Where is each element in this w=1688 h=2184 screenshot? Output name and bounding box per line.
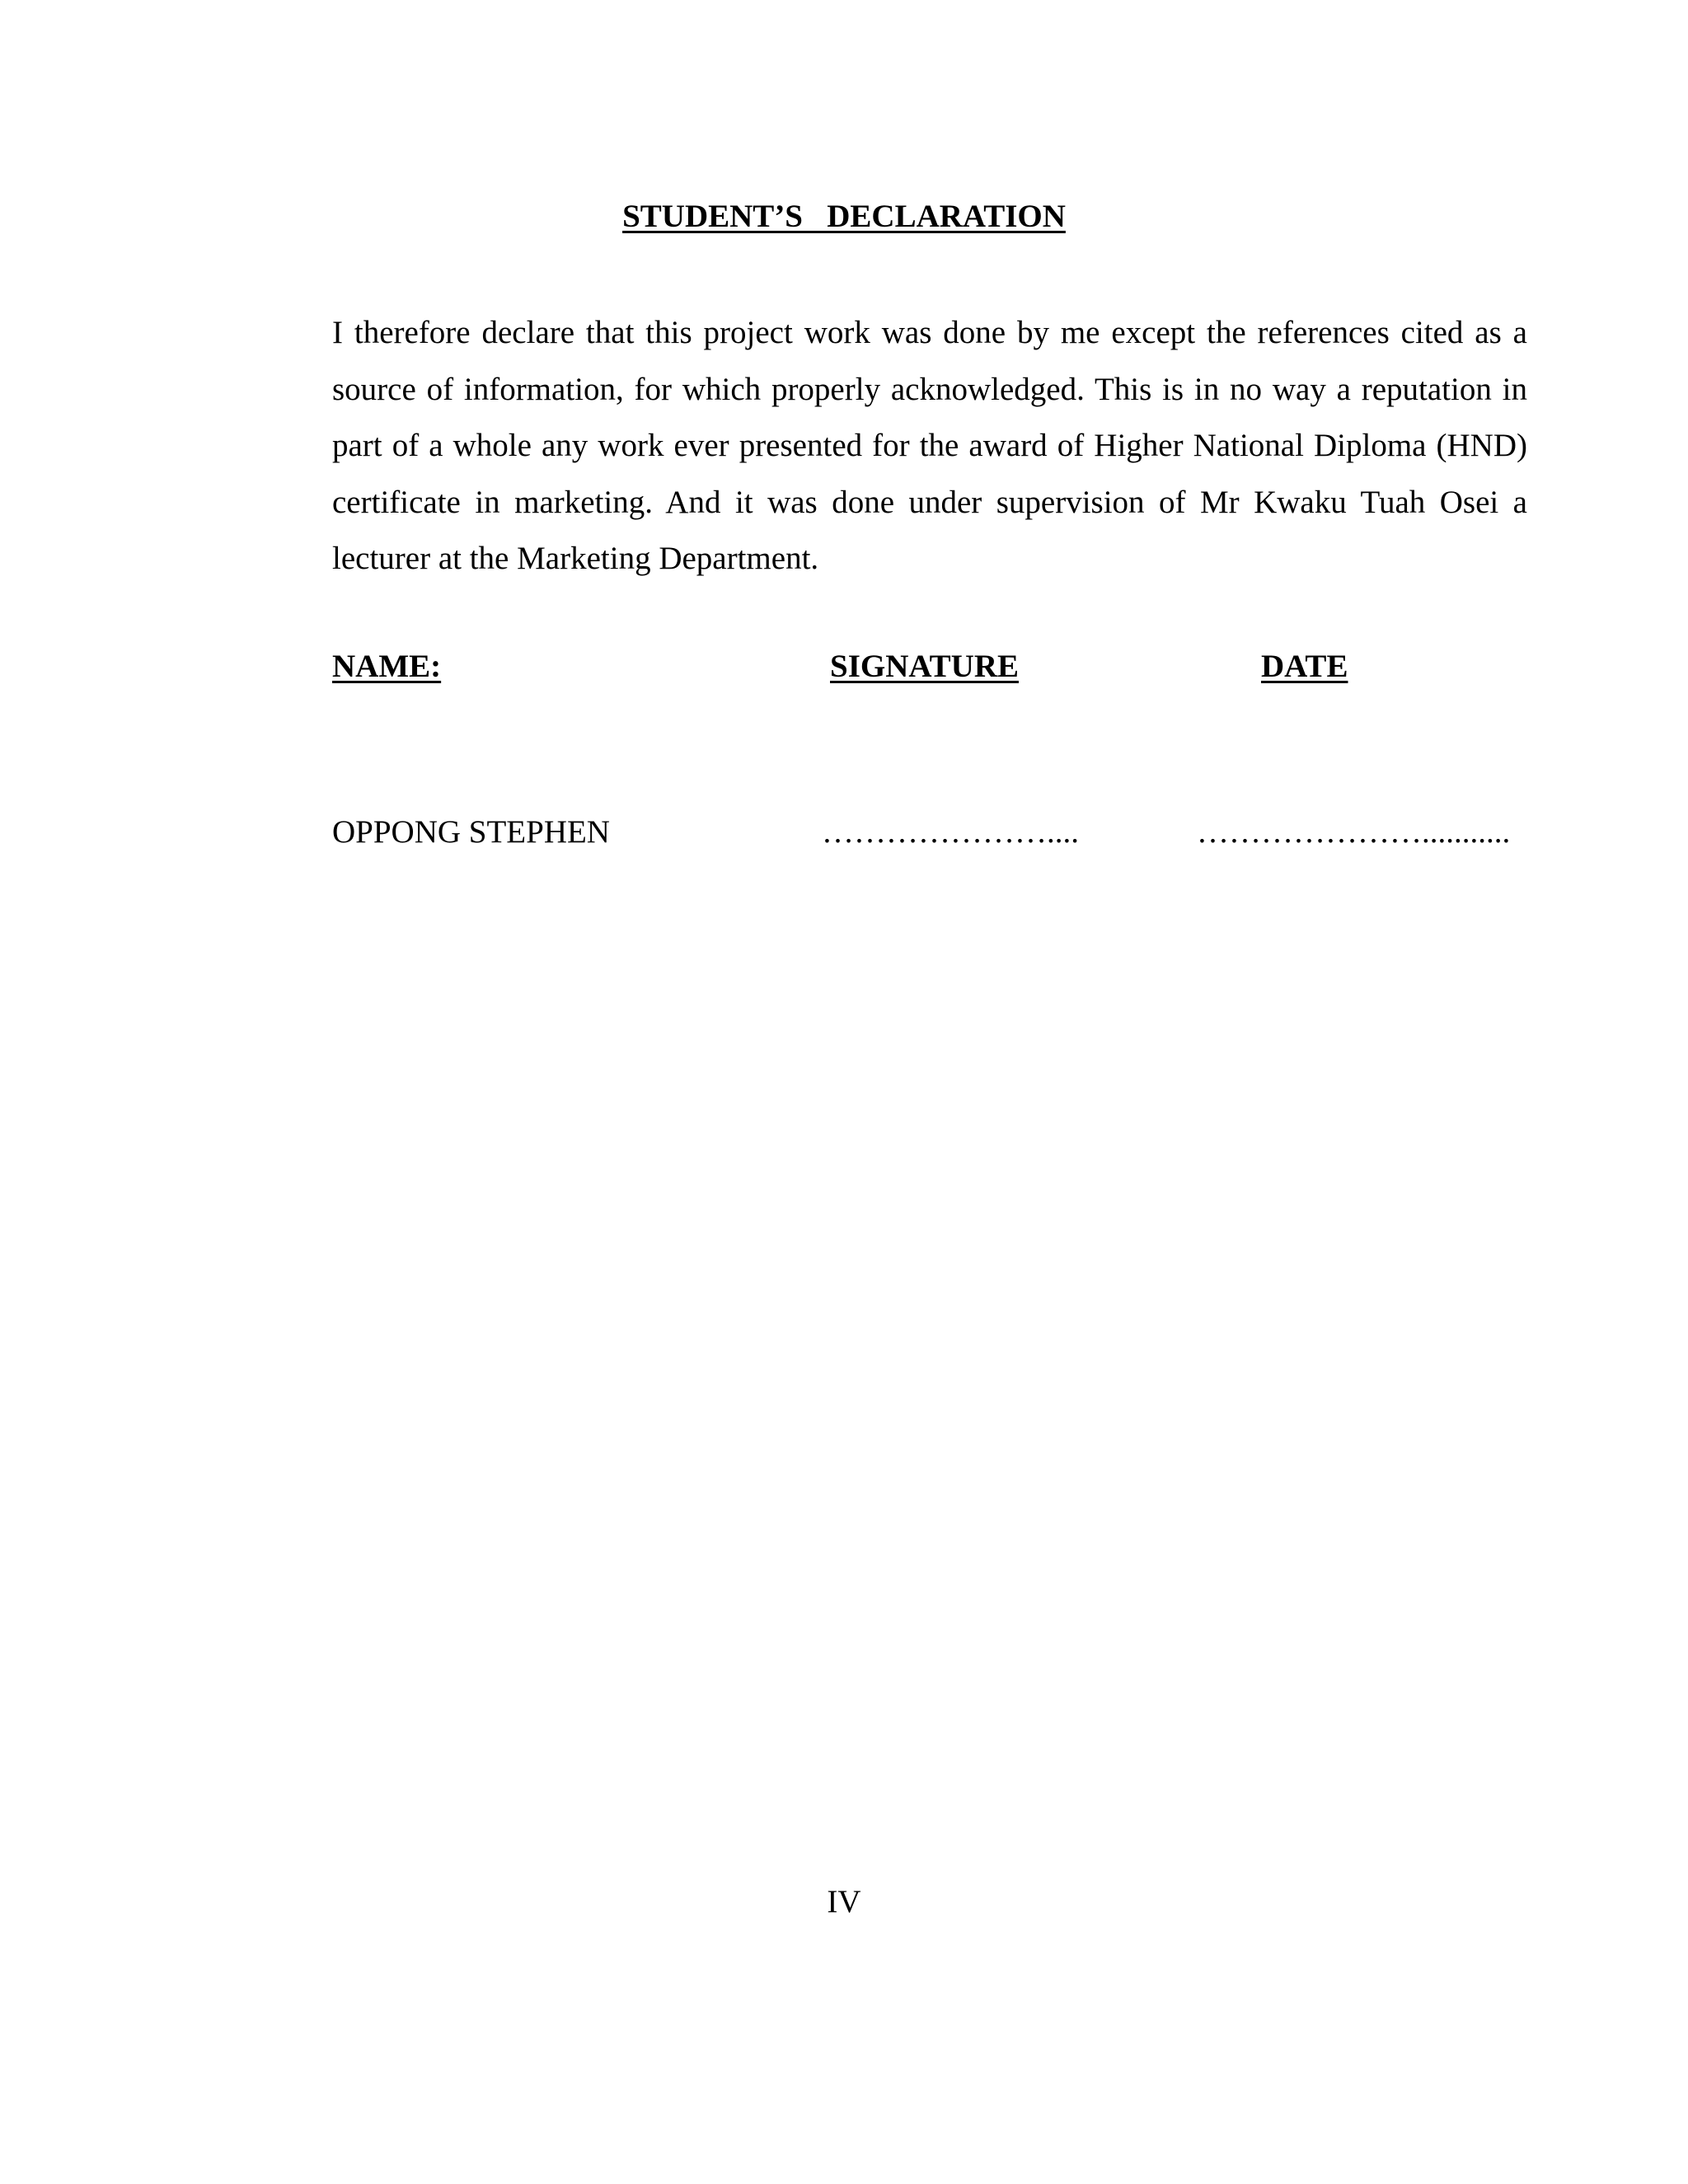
- date-line: …………………...........: [1197, 814, 1511, 850]
- declaration-paragraph: I therefore declare that this project work was done by me except the references cited as a source of information, for which properly acknowledged. This is in no way a reputation in part of a whole any work ever presented for the award of Higher National Diploma (HND) certificate in marketing. And it was done under supervision of Mr Kwaku Tuah Osei a lecturer at the Marketing Department.: [332, 315, 1527, 576]
- student-name: OPPONG STEPHEN: [332, 814, 610, 850]
- signature-line: …………………....: [822, 814, 1079, 850]
- page-title: STUDENT’S DECLARATION: [622, 199, 1066, 234]
- date-heading: DATE: [1261, 649, 1348, 684]
- page-number: IV: [827, 1884, 861, 1919]
- signature-heading: SIGNATURE: [830, 649, 1019, 684]
- name-heading: NAME:: [332, 649, 442, 684]
